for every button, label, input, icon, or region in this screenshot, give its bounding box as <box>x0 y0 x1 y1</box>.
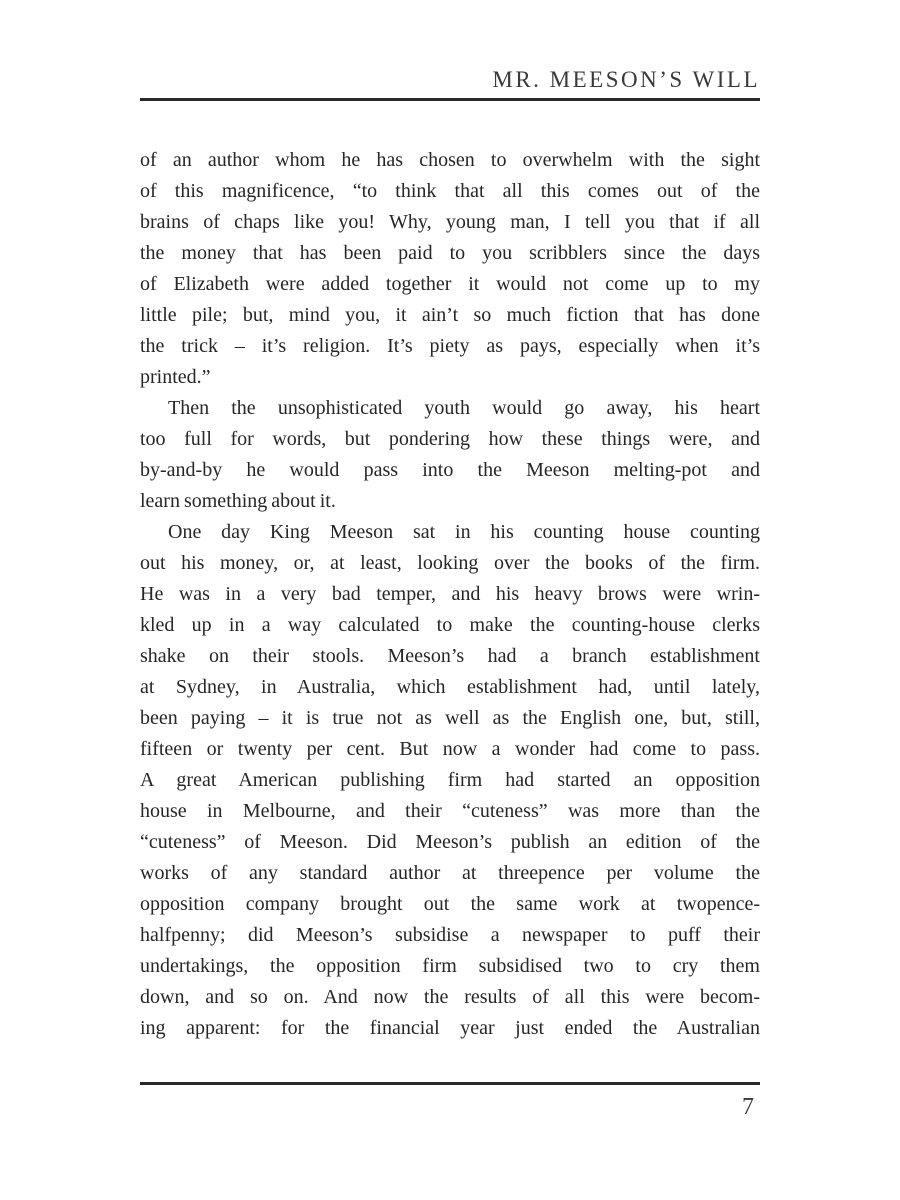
text-line: fifteen or twenty per cent. But now a wonder had come to pass. <box>140 738 760 760</box>
paragraph <box>140 145 760 393</box>
footer-rule <box>140 1082 760 1085</box>
header-rule <box>140 98 760 101</box>
paragraph <box>140 517 760 1044</box>
text-line: ing apparent: for the financial year just ended the Australian <box>140 1017 760 1039</box>
page-text <box>140 145 760 1044</box>
text-line: One day King Meeson sat in his counting house counting <box>168 521 760 543</box>
text-line: Then the unsophisticated youth would go away, his heart <box>168 397 760 419</box>
text-line: the trick – it’s religion. It’s piety as pays, especially when it’s <box>140 335 760 357</box>
running-header <box>140 0 760 101</box>
text-line: brains of chaps like you! Why, young man, I tell you that if all <box>140 211 760 233</box>
text-line: the money that has been paid to you scribblers since the days <box>140 242 760 264</box>
paragraph <box>140 393 760 517</box>
text-line: at Sydney, in Australia, which establishment had, until lately, <box>140 676 760 698</box>
text-line: undertakings, the opposition firm subsidised two to cry them <box>140 955 760 977</box>
page-number: 7 <box>742 1094 754 1120</box>
text-line: kled up in a way calculated to make the counting-house clerks <box>140 614 760 636</box>
text-line: halfpenny; did Meeson’s subsidise a newspaper to puff their <box>140 924 760 946</box>
text-line: works of any standard author at threepence per volume the <box>140 862 760 884</box>
text-line: He was in a very bad temper, and his heavy brows were wrin- <box>140 583 760 605</box>
text-line: of this magnificence, “to think that all this comes out of the <box>140 180 760 202</box>
text-line: shake on their stools. Meeson’s had a branch establishment <box>140 645 760 667</box>
text-line: too full for words, but pondering how these things were, and <box>140 428 760 450</box>
text-line: out his money, or, at least, looking over the books of the firm. <box>140 552 760 574</box>
text-line: “cuteness” of Meeson. Did Meeson’s publish an edition of the <box>140 831 760 853</box>
text-line: of Elizabeth were added together it would not come up to my <box>140 273 760 295</box>
page-footer <box>140 1082 760 1121</box>
text-line: by-and-by he would pass into the Meeson melting-pot and <box>140 459 760 481</box>
running-header-title: MR. MEESON’S WILL <box>492 67 760 92</box>
text-line: of an author whom he has chosen to overwhelm with the sight <box>140 149 760 171</box>
text-line: opposition company brought out the same work at twopence- <box>140 893 760 915</box>
text-line: been paying – it is true not as well as the English one, but, still, <box>140 707 760 729</box>
text-line: printed.” <box>140 366 211 388</box>
text-line: house in Melbourne, and their “cuteness” was more than the <box>140 800 760 822</box>
text-line: little pile; but, mind you, it ain’t so much fiction that has done <box>140 304 760 326</box>
text-line: learn something about it. <box>140 490 336 512</box>
text-line: down, and so on. And now the results of all this were becom- <box>140 986 760 1008</box>
text-line: A great American publishing firm had started an opposition <box>140 769 760 791</box>
